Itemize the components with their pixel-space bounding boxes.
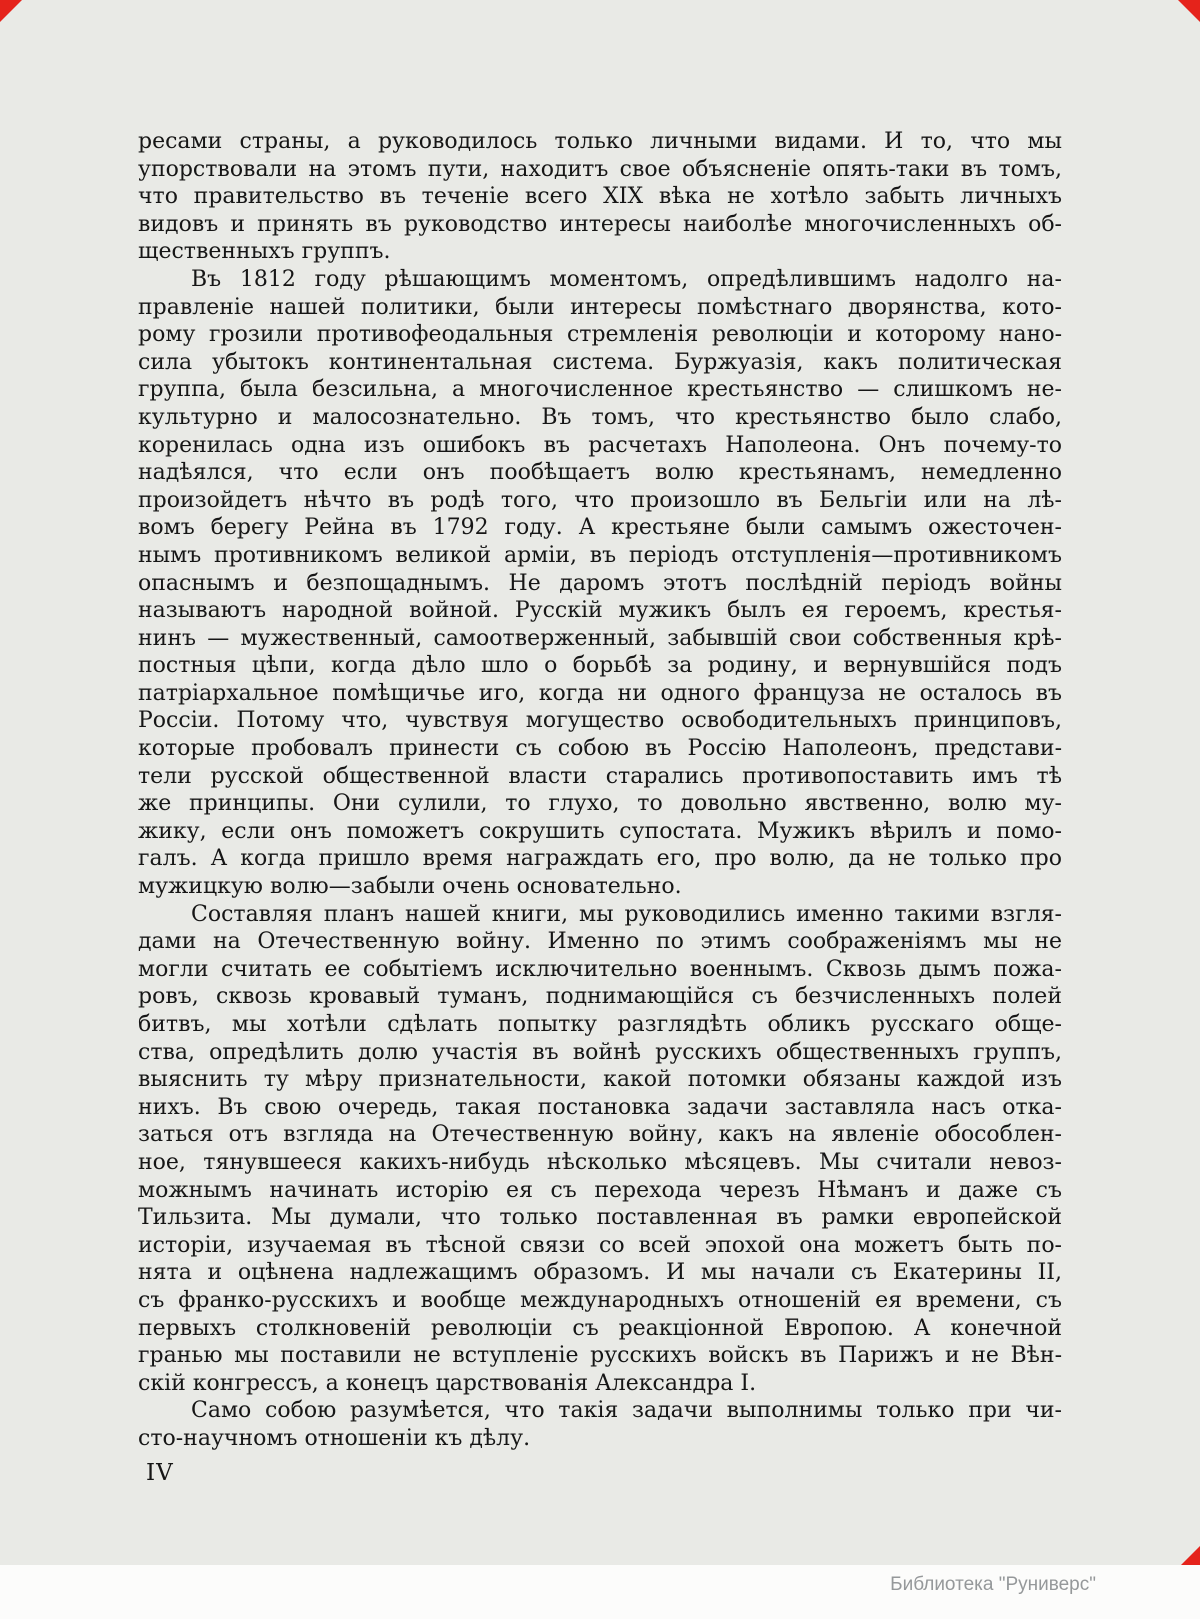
- text-line: патріархальное помѣщичье иго, когда ни одного француза не осталось въ: [138, 680, 1062, 706]
- text-line: заться отъ взгляда на Отечественную войну, какъ на явленіе обособлен-: [138, 1122, 1062, 1148]
- text-line: нинъ — мужественный, самоотверженный, забывшій свои собственныя крѣ-: [138, 625, 1062, 651]
- text-line: рому грозили противофеодальныя стремленія революціи и которому нано-: [138, 322, 1062, 348]
- text-line: опаснымъ и безпощаднымъ. Не даромъ этотъ послѣдній періодъ войны: [138, 570, 1062, 596]
- text-line: культурно и малосознательно. Въ томъ, что крестьянство было слабо,: [138, 404, 1062, 430]
- text-line: Тильзита. Мы думали, что только поставленная въ рамки европейской: [138, 1205, 1062, 1231]
- text-line: съ франко-русскихъ и вообще международныхъ отношеній ея времени, съ: [138, 1287, 1062, 1313]
- text-line: сила убытокъ континентальная система. Буржуазія, какъ политическая: [138, 349, 1062, 375]
- text-line: ное, тянувшееся какихъ-нибудь нѣсколько мѣсяцевъ. Мы считали невоз-: [138, 1149, 1062, 1175]
- text-line: группа, была безсильна, а многочисленное крестьянство — слишкомъ не-: [138, 377, 1062, 403]
- footer-strip: [0, 1565, 1200, 1619]
- text-line: вомъ берегу Рейна въ 1792 году. А крестьяне были самымъ ожесточен-: [138, 515, 1062, 541]
- text-line: исторіи, изучаемая въ тѣсной связи со всей эпохой она можетъ быть по-: [138, 1232, 1062, 1258]
- text-line: надѣялся, что если онъ пообѣщаетъ волю крестьянамъ, немедленно: [138, 460, 1062, 486]
- text-line: правленіе нашей политики, были интересы помѣстнаго дворянства, кото-: [138, 294, 1062, 320]
- text-line: первыхъ столкновеній революціи съ реакціонной Европою. А конечной: [138, 1315, 1062, 1341]
- text-line: нята и оцѣнена надлежащимъ образомъ. И мы начали съ Екатерины II,: [138, 1260, 1062, 1286]
- text-line: гранью мы поставили не вступленіе русскихъ войскъ въ Парижъ и не Вѣн-: [138, 1343, 1062, 1369]
- text-line: нихъ. Въ свою очередь, такая постановка задачи заставляла насъ отка-: [138, 1094, 1062, 1120]
- text-line: битвъ, мы хотѣли сдѣлать попытку разглядѣть обликъ русскаго обще-: [138, 1012, 1062, 1037]
- text-line: Въ 1812 году рѣшающимъ моментомъ, опредѣлившимъ надолго на-: [191, 266, 1062, 292]
- text-line: ровъ, сквозь кровавый туманъ, поднимающійся съ безчисленныхъ полей: [138, 984, 1062, 1010]
- text-line: дами на Отечественную войну. Именно по этимъ соображеніямъ мы не: [138, 929, 1062, 955]
- text-line: жику, если онъ поможетъ сокрушить супостата. Мужикъ вѣрилъ и помо-: [138, 818, 1062, 844]
- library-watermark: Библиотека "Руниверс": [890, 1574, 1096, 1595]
- crop-mark-top-left-icon: [0, 0, 22, 22]
- text-line: называютъ народной войной. Русскій мужикъ былъ ея героемъ, крестья-: [138, 598, 1062, 624]
- text-line: щественныхъ группъ.: [138, 239, 391, 265]
- text-line: мужицкую волю—забыли очень основательно.: [138, 874, 682, 900]
- text-line: постныя цѣпи, когда дѣло шло о борьбѣ за родину, и вернувшійся подъ: [138, 653, 1062, 679]
- page-text-block: [138, 128, 1062, 1453]
- text-line: упорствовали на этомъ пути, находитъ свое объясненіе опять-таки въ томъ,: [138, 156, 1062, 182]
- text-line: ства, опредѣлить долю участія въ войнѣ русскихъ общественныхъ группъ,: [138, 1039, 1062, 1065]
- text-line: галъ. А когда пришло время награждать его, про волю, да не только про: [138, 846, 1062, 872]
- text-line: Составляя планъ нашей книги, мы руководились именно такими взгля-: [191, 901, 1062, 927]
- text-line: произойдетъ нѣчто въ родѣ того, что произошло въ Бельгіи или на лѣ-: [138, 487, 1062, 513]
- text-line: выяснить ту мѣру признательности, какой потомки обязаны каждой изъ: [138, 1067, 1062, 1093]
- text-line: Россіи. Потому что, чувствуя могущество освободительныхъ принциповъ,: [138, 708, 1062, 734]
- text-line: видовъ и принять въ руководство интересы наиболѣе многочисленныхъ об-: [138, 211, 1062, 237]
- text-line: коренилась одна изъ ошибокъ въ расчетахъ Наполеона. Онъ почему-то: [138, 432, 1062, 458]
- text-line: сто-научномъ отношеніи къ дѣлу.: [138, 1425, 531, 1451]
- text-line: тели русской общественной власти старались противопоставить имъ тѣ: [138, 763, 1062, 789]
- text-line: что правительство въ теченіе всего XIX вѣка не хотѣло забыть личныхъ: [138, 184, 1062, 210]
- crop-mark-top-right-icon: [1178, 0, 1200, 22]
- text-line: которые пробовалъ принести съ собою въ Россію Наполеонъ, представи-: [138, 736, 1062, 762]
- text-line: можнымъ начинать исторію ея съ перехода черезъ Нѣманъ и даже съ: [138, 1177, 1062, 1203]
- text-line: же принципы. Они сулили, то глухо, то довольно явственно, волю му-: [138, 791, 1062, 817]
- text-line: нымъ противникомъ великой арміи, въ періодъ отступленія—противникомъ: [138, 542, 1062, 568]
- quire-signature: IV: [146, 1460, 174, 1486]
- text-line: могли считать ее событіемъ исключительно военнымъ. Сквозь дымъ пожа-: [138, 956, 1062, 982]
- text-line: скій конгрессъ, а конецъ царствованія Александра I.: [138, 1370, 757, 1396]
- text-line: ресами страны, а руководилось только личными видами. И то, что мы: [138, 129, 1062, 154]
- text-line: Само собою разумѣется, что такія задачи выполнимы только при чи-: [191, 1398, 1062, 1424]
